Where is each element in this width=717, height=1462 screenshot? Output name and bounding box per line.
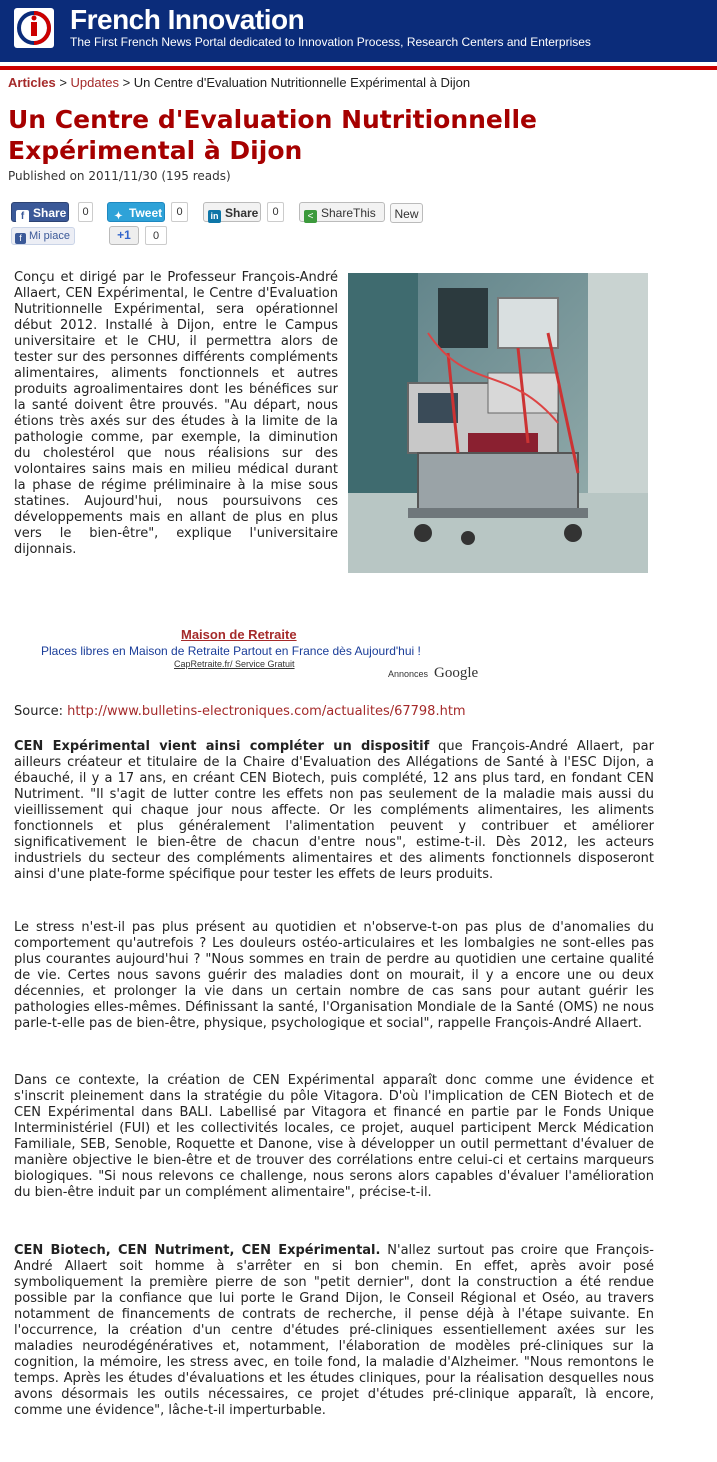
ad-title-link[interactable]: Maison de Retraite xyxy=(181,627,297,642)
page-title xyxy=(8,104,708,166)
sharethis-new-badge[interactable]: New xyxy=(390,203,423,223)
ad-choices-label[interactable]: Annonces xyxy=(388,669,429,679)
twitter-bird-icon: ✦ xyxy=(114,211,123,222)
logo-icon xyxy=(14,8,54,48)
breadcrumb-updates[interactable]: Updates xyxy=(70,75,119,90)
breadcrumb-separator: > xyxy=(55,75,71,90)
sharethis-label: ShareThis xyxy=(321,206,376,220)
site-header xyxy=(0,0,717,62)
google-plus-count: 0 xyxy=(145,226,167,245)
linkedin-icon: in xyxy=(208,210,221,223)
header-divider xyxy=(0,66,717,70)
page-title-line2: Expérimental à Dijon xyxy=(8,136,303,165)
breadcrumb-current: Un Centre d'Evaluation Nutritionnelle Expérimental à Dijon xyxy=(133,75,471,90)
linkedin-share-label: Share xyxy=(225,206,259,220)
facebook-share-label: Share xyxy=(33,206,67,220)
source-line xyxy=(14,704,466,719)
linkedin-share-count: 0 xyxy=(267,202,284,222)
facebook-like-button[interactable] xyxy=(11,227,75,245)
source-link[interactable]: http://www.bulletins-electroniques.com/actualites/67798.htm xyxy=(67,704,466,719)
tweet-count: 0 xyxy=(171,202,188,222)
tweet-label: Tweet xyxy=(129,206,163,220)
sharethis-icon: < xyxy=(304,210,317,223)
facebook-share-button[interactable] xyxy=(11,202,69,222)
ad-url[interactable]: CapRetraite.fr/ Service Gratuit xyxy=(174,659,295,669)
article-photo xyxy=(348,273,648,573)
breadcrumb-separator: > xyxy=(118,75,134,90)
google-logo[interactable]: Google xyxy=(434,665,479,681)
paragraph-text: Dans ce contexte, la création de CEN Expérimental apparaît donc comme une évidence et s'inscrit pleinement dans la stratégie du pôle Vitagora. D'où l'implication de CEN Biotech et de CEN Expérimental dans BALI. Labellisé par Vitagora et financé en partie par le Fonds Unique Interministériel (FUI) et les collectivités locales, ce projet, auquel participent Merck Médication Familiale, SEB, Senoble, Roquette et Danone, vise à développer un outil permettant d'évaluer de manière objective le bien-être et de trouver des corrélations entre celui-ci et certains marqueurs biologiques. "Si nous relevons ce challenge, nous serons alors capables d'évaluer l'amélioration du bien-être induit par un complément alimentaire", précise-t-il. xyxy=(14,1073,654,1200)
breadcrumb-articles[interactable]: Articles xyxy=(8,75,56,90)
paragraph-text: Le stress n'est-il pas plus présent au quotidien et n'observe-t-on pas plus de d'anomalies du comportement qu'autrefois ? Les douleurs ostéo-articulaires et les lombalgies ne sont-elles pas plus courantes aujourd'hui ? "Nous sommes en train de perdre au quotidien une certaine qualité de vie. Certes nous savons guérir des maladies dont on mourait, il y a encore une ou deux décennies, et prolonger la vie dans un certain nombre de cas sans pour autant guérir les pathologies elles-mêmes. Définissant la santé, l'Organisation Mondiale de la Santé (OMS) ne nous parle-t-elle pas de bien-être, physique, psychologique et social", rappelle François-André Allaert. xyxy=(14,920,654,1031)
site-tagline: The First French News Portal dedicated to Innovation Process, Research Centers and Enterprises xyxy=(70,35,591,49)
article-paragraph xyxy=(14,1243,654,1419)
ad-description[interactable]: Places libres en Maison de Retraite Partout en France dès Aujourd'hui ! xyxy=(41,644,421,658)
paragraph-lead: CEN Expérimental vient ainsi compléter un dispositif xyxy=(14,739,430,754)
article-intro: Conçu et dirigé par le Professeur François-André Allaert, CEN Expérimental, le Centre d'Evaluation Nutritionnelle Expérimental, sera opérationnel début 2012. Installé à Dijon, entre le Campus universitaire et le CHU, il permettra alors de tester sur des personnes différents compléments alimentaires, aliments fonctionnels et autres produits agroalimentaires dont les bénéfices sur la santé doivent être prouvés. "Au départ, nous étions très axés sur des études à la limite de la pathologie comme, par exemple, la diminution du cholestérol que nous réalisions sur des volontaires sains mais en milieu médical durant la phase de régime préliminaire à la mise sous statines. Aujourd'hui, nous poursuivons ces développements mais en allant de plus en plus vers le bien-être", explique l'universitaire dijonnais. xyxy=(14,270,338,557)
google-plus-button[interactable]: +1 xyxy=(109,226,139,245)
published-info: Published on 2011/11/30 (195 reads) xyxy=(8,169,231,183)
facebook-icon: f xyxy=(15,233,26,244)
source-label: Source: xyxy=(14,704,68,719)
article-paragraph xyxy=(14,739,654,883)
page-title-line1: Un Centre d'Evaluation Nutritionnelle xyxy=(8,105,537,134)
article-paragraph xyxy=(14,1073,654,1201)
facebook-like-label: Mi piace xyxy=(29,230,70,242)
sharethis-button[interactable] xyxy=(299,202,385,222)
tweet-button[interactable] xyxy=(107,202,165,222)
breadcrumb xyxy=(8,75,470,90)
linkedin-share-button[interactable] xyxy=(203,202,261,222)
site-title[interactable]: French Innovation xyxy=(70,4,305,35)
site-logo[interactable] xyxy=(14,8,54,48)
paragraph-text: N'allez surtout pas croire que François-André Allaert soit homme à s'arrêter en si bon chemin. En effet, après avoir posé symboliquement la première pierre de son "petit dernier", dont la construction a été rendue possible par la confiance que lui porte le Grand Dijon, le Conseil Régional et Oséo, au travers notamment de financements de contrats de recherche, il pense déjà à l'étape suivante. En l'occurrence, la création d'un centre d'études pré-cliniques essentiellement axées sur les maladies neurodégénératives et, notamment, l'élaboration de modèles pré-cliniques sur la cognition, la mémoire, les stress avec, en toile fond, la maladie d'Alzheimer. "Nous remontons le temps. Après les études d'évaluations et les études cliniques, pour la réalisation desquelles nous avons désormais les outils nécessaires, ce projet d'études pré-clinique apparaît, là encore, comme une évidence", lâche-t-il imperturbable. xyxy=(14,1243,655,1418)
facebook-icon: f xyxy=(16,210,29,223)
paragraph-text: que François-André Allaert, par ailleurs créateur et titulaire de la Chaire d'Evaluation des Allégations de Santé à l'ESC Dijon, a ébauché, il y a 17 ans, en créant CEN Biotech, puis complété, 12 ans plus tard, en fondant CEN Nutriment. "Il s'agit de lutter contre les effets non pas seulement de la maladie mais aussi du vieillissement qui chaque jour nous affecte. Or les compléments alimentaires, les aliments fonctionnels et plus généralement l'alimentation peuvent y contribuer et améliorer significativement le bien-être de chacun d'entre nous", estime-t-il. Dès 2012, les acteurs industriels du secteur des compléments alimentaires et des aliments fonctionnels disposeront ainsi d'une plate-forme spécifique pour tester les effets de leurs produits. xyxy=(14,739,654,882)
paragraph-lead: CEN Biotech, CEN Nutriment, CEN Expérimental. xyxy=(14,1243,381,1258)
facebook-share-count: 0 xyxy=(78,202,93,222)
article-paragraph xyxy=(14,920,654,1032)
